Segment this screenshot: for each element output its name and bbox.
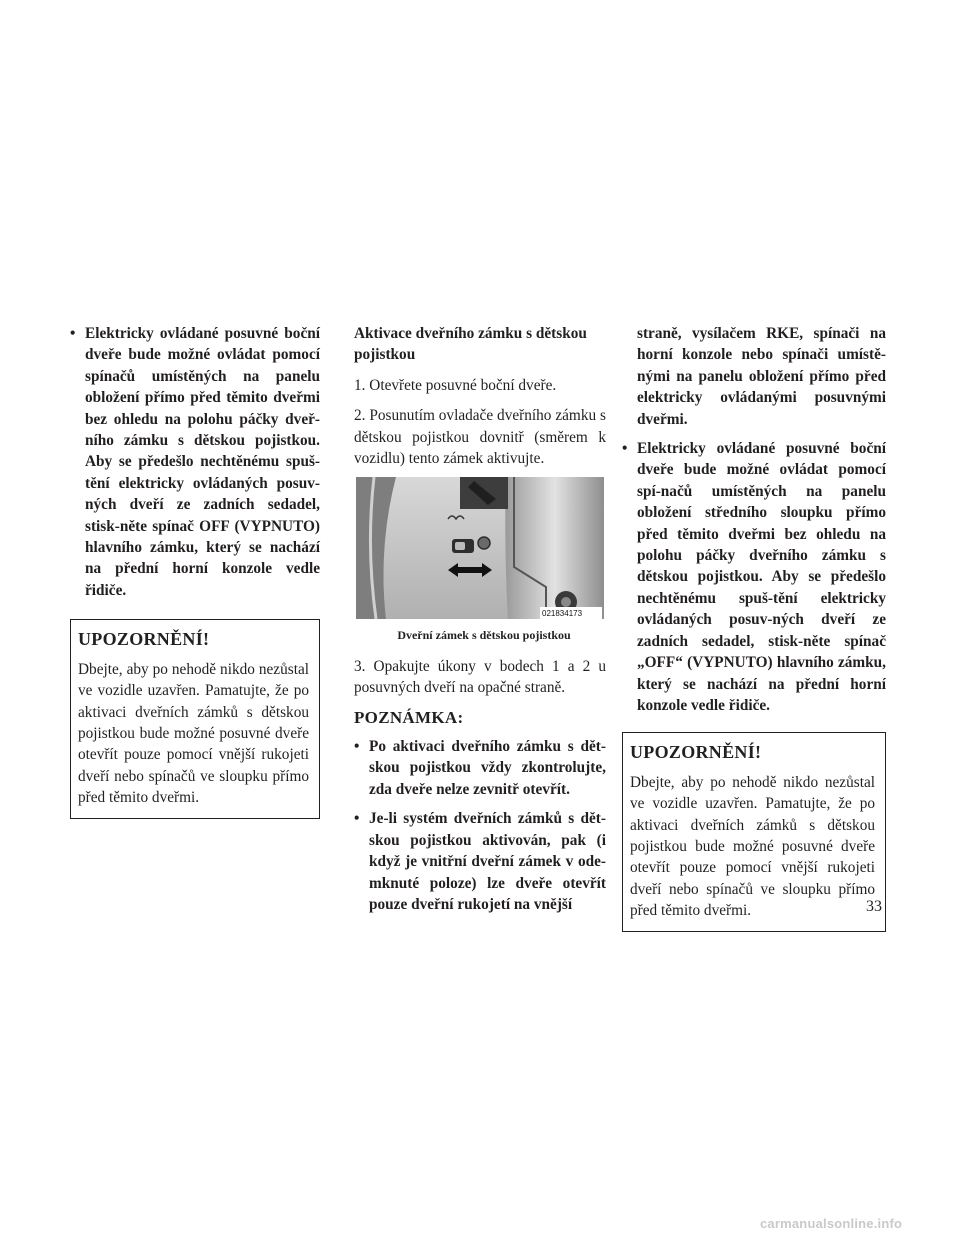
bullet-dot: • <box>622 440 628 458</box>
note-bullet-2-cont-text: straně, vysílačem RKE, spínači na horní konzole nebo spínači umístě-nými na panelu obložení přímo před elektricky ovládanými posuvnými dveřmi. <box>637 325 886 428</box>
bullet-dot: • <box>354 738 360 756</box>
column-left <box>70 323 320 819</box>
figure-code: 021834173 <box>542 609 583 619</box>
figure-caption: Dveřní zámek s dětskou pojistkou <box>397 628 571 643</box>
warning-title-right: UPOZORNĚNÍ! <box>630 742 762 763</box>
note-bullet-1 <box>354 736 606 800</box>
note-bullet-2-continued <box>622 323 886 430</box>
note-bullet-2-text: Je-li systém dveřních zámků s dět-skou pojistkou aktivován, pak (i když je vnitřní dveřní zámek v ode-mknuté poloze) lze dveře otevřít pouze dveřní rukojetí na vnější <box>369 810 606 913</box>
warning-title: UPOZORNĚNÍ! <box>78 629 210 650</box>
warning-box <box>70 619 320 818</box>
warning-box-right <box>622 732 886 931</box>
bullet-dot: • <box>354 810 360 828</box>
bullet-center-pillar-text: Elektricky ovládané posuvné boční dveře bude možné ovládat pomocí spí-načů umístěných na panelu obložení středního sloupku přímo před těmito dveřmi bez ohledu na polohu páčky dveřního zámku s dětskou pojistkou. Aby se předešlo nechtěnému spuš-tění elektricky ovládaných posuv-ných dveří ze zadních sedadel, stisk-něte spínač „OFF“ (VYPNUTO) hlavního zámku, který se nachází na přední horní konzole vedle řidiče. <box>637 440 886 714</box>
bullet-text: Elektricky ovládané posuvné boční dveře bude možné ovládat pomocí spínačů umístěných na panelu obložení přímo před těmito dveřmi bez ohledu na polohu páčky dveř-ního zámku s dětskou pojistkou. Aby se předešlo nechtěnému spuš-tění elektricky ovládaných posuv-ných dveří ze zadních sedadel, stisk-něte spínač OFF (VYPNUTO) hlavního zámku, který se nachází na přední horní konzole vedle řidiče. <box>85 325 320 599</box>
page-number: 33 <box>866 898 882 915</box>
watermark: carmanualsonline.info <box>760 1216 903 1231</box>
note-title: POZNÁMKA: <box>354 707 464 727</box>
section-heading: Aktivace dveřního zámku s dětskou pojistkou <box>354 325 587 364</box>
child-lock-illustration <box>356 477 604 619</box>
warning-text: Dbejte, aby po nehodě nikdo nezůstal ve vozidle uzavřen. Pamatujte, že po aktivaci dveřních zámků s dětskou pojistkou bude možné posuvné dveře otevřít pouze pomocí vnější rukojeti dveří nebo spínačů ve sloupku přímo před těmito dveřmi. <box>78 660 309 807</box>
bullet-power-door-switch <box>70 323 320 601</box>
step-3: 3. Opakujte úkony v bodech 1 a 2 u posuvných dveří na opačné straně. <box>354 657 606 697</box>
bullet-center-pillar-switch <box>622 438 886 716</box>
column-middle <box>354 323 606 915</box>
note-bullet-1-text: Po aktivaci dveřního zámku s dět-skou pojistkou vždy zkontrolujte, zda dveře nelze zevnitř otevřít. <box>369 738 606 798</box>
warning-text-right: Dbejte, aby po nehodě nikdo nezůstal ve vozidle uzavřen. Pamatujte, že po aktivaci dveřních zámků s dětskou pojistkou bude možné posuvné dveře otevřít pouze pomocí vnější rukojeti dveří nebo spínačů ve sloupku přímo před těmito dveřmi. <box>630 773 875 920</box>
column-right <box>622 323 886 932</box>
child-lock-figure <box>356 477 604 619</box>
step-1: 1. Otevřete posuvné boční dveře. <box>354 376 557 394</box>
note-bullet-2 <box>354 808 606 915</box>
step-2: 2. Posunutím ovladače dveřního zámku s dětskou pojistkou dovnitř (směrem k vozidlu) tento zámek aktivujte. <box>354 407 606 468</box>
bullet-dot: • <box>70 325 76 342</box>
